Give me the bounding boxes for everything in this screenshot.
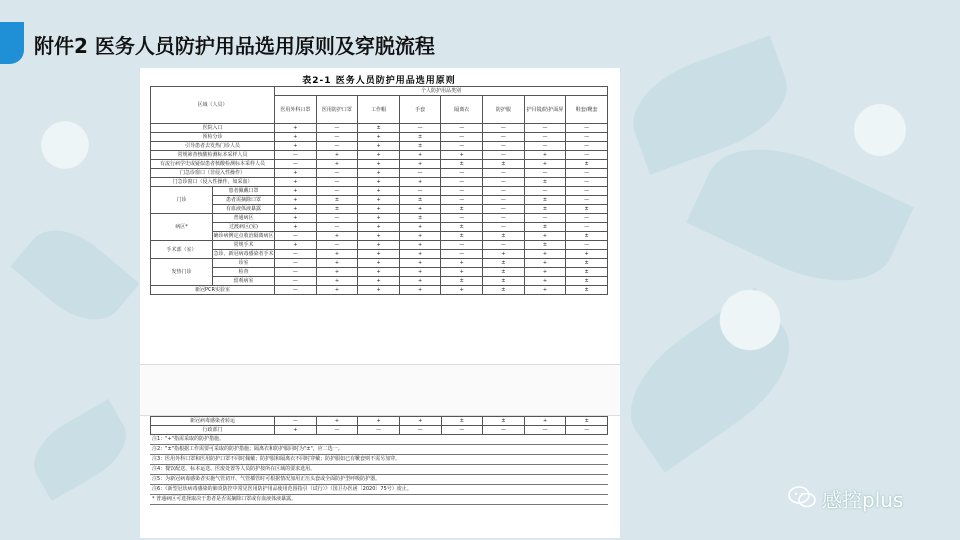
value-cell: — [316,426,358,435]
value-cell: + [275,196,317,205]
value-cell: — [275,250,317,259]
slide-header [0,22,960,64]
value-cell: ± [483,259,525,268]
value-cell: + [358,268,400,277]
document-image [140,68,620,538]
value-cell: + [358,286,400,295]
value-cell: + [358,277,400,286]
value-cell: ± [566,160,608,169]
value-cell: + [316,277,358,286]
value-cell: — [275,417,317,426]
value-cell: — [441,169,483,178]
column-header: 防护服 [483,96,525,124]
table-row [151,160,608,169]
value-cell: — [275,259,317,268]
value-cell: — [524,214,566,223]
value-cell: — [483,169,525,178]
column-header: 医用防护口罩 [316,96,358,124]
value-cell: + [399,232,441,241]
table-row [151,124,608,133]
value-cell: — [358,426,400,435]
area-header: 区域（人员） [151,87,275,124]
table-row [151,286,608,295]
group-header: 个人防护用品类别 [275,87,608,96]
value-cell: — [316,178,358,187]
watermark-label: 感控plus [822,488,904,512]
slide-title: 附件2 医务人员防护用品选用原则及穿脱流程 [34,34,435,58]
note-line: * 普通病区可选择取决于患者是否需摘除口罩或有血液体液暴露。 [150,495,608,505]
value-cell: + [316,232,358,241]
value-cell: + [275,142,317,151]
value-cell: + [524,250,566,259]
value-cell: ± [316,205,358,214]
value-cell: ± [399,214,441,223]
value-cell: — [566,124,608,133]
area-cell: 预检分诊 [151,133,275,142]
value-cell: — [275,268,317,277]
value-cell: + [358,259,400,268]
value-cell: + [275,426,317,435]
value-cell: + [358,142,400,151]
value-cell: — [316,223,358,232]
value-cell: ± [566,259,608,268]
value-cell: + [399,277,441,286]
note-line: 注5：为新冠病毒感染者实施气管切开、气管插管时可根据情况加用正压头套或全面防护型呼吸防护器。 [150,475,608,485]
value-cell: + [275,133,317,142]
value-cell: — [566,142,608,151]
value-cell: ± [441,417,483,426]
value-cell: ± [483,417,525,426]
value-cell: + [316,151,358,160]
value-cell: + [316,160,358,169]
value-cell: + [358,196,400,205]
table-row [151,178,608,187]
value-cell: ± [566,417,608,426]
sub-area-cell: 急诊、新冠病毒感染者手术 [213,251,274,257]
value-cell: + [441,268,483,277]
value-cell: — [441,133,483,142]
value-cell: ± [441,277,483,286]
area-cell: 门急诊窗口（侵入性操作，如采血） [151,178,275,187]
table-row [151,223,608,232]
table-row [151,268,608,277]
value-cell: + [483,250,525,259]
value-cell: ± [524,196,566,205]
table-row [151,187,608,196]
value-cell: — [316,124,358,133]
value-cell: ± [566,268,608,277]
table-row [151,214,608,223]
area-group-cell: 门诊 [151,187,213,214]
value-cell: — [441,142,483,151]
table-row [151,250,608,259]
value-cell: ± [441,160,483,169]
page-break [140,364,620,416]
accent-bar [0,22,24,64]
area-group-cell: 发热门诊 [151,259,213,286]
value-cell: — [275,286,317,295]
table-row [151,259,608,268]
value-cell: — [316,214,358,223]
column-header: 隔离衣 [441,96,483,124]
value-cell: — [483,178,525,187]
value-cell: — [399,169,441,178]
value-cell: ± [358,124,400,133]
value-cell: + [316,286,358,295]
area-cell: 引导患者去发热门诊人员 [151,142,275,151]
value-cell: ± [441,232,483,241]
column-header: 鞋套/靴套 [566,96,608,124]
value-cell: ± [483,160,525,169]
value-cell: + [566,250,608,259]
value-cell: + [358,214,400,223]
sub-area-cell: 诊室 [213,259,275,268]
value-cell: ± [483,286,525,295]
value-cell: + [275,169,317,178]
wechat-icon [788,486,816,508]
value-cell: — [316,187,358,196]
ppe-table-bottom [150,416,608,536]
sub-area-cell: 有血液体液暴露 [213,205,275,214]
area-cell: 门急诊窗口（非侵入性操作） [151,169,275,178]
value-cell: + [358,205,400,214]
value-cell: — [566,241,608,250]
table-row [151,196,608,205]
area-group-cell: 手术部（室） [151,241,213,259]
value-cell: ± [566,286,608,295]
value-cell: — [441,214,483,223]
value-cell: ± [566,232,608,241]
value-cell: — [275,277,317,286]
value-cell: + [524,151,566,160]
value-cell: — [316,142,358,151]
note-line: 注1："+"指需采取的防护措施。 [150,435,608,445]
value-cell: — [483,133,525,142]
table-row [151,241,608,250]
value-cell: ± [524,178,566,187]
value-cell: ± [399,196,441,205]
value-cell: — [483,151,525,160]
value-cell: ± [524,205,566,214]
value-cell: — [441,196,483,205]
value-cell: — [566,223,608,232]
table-row [151,169,608,178]
sub-area-cell: 留观病室 [213,277,275,286]
area-cell: 医院入口 [151,124,275,133]
value-cell: + [275,124,317,133]
note-line: 注3：医用外科口罩和医用防护口罩不同时佩戴；防护服和隔离衣不同时穿戴；防护服如已有靴套则不需另加穿。 [150,455,608,465]
value-cell: — [483,205,525,214]
value-cell: — [316,133,358,142]
value-cell: + [358,151,400,160]
column-header: 医用外科口罩 [275,96,317,124]
value-cell: — [441,187,483,196]
sub-area-cell: 过渡病区(室) [213,223,275,232]
note-line: 注4：餐饮配送、标本运送、医废处置等人员防护按所在区域的要求选用。 [150,465,608,475]
value-cell: — [524,169,566,178]
value-cell: — [483,196,525,205]
value-cell: — [483,187,525,196]
value-cell: + [441,151,483,160]
value-cell: + [358,417,400,426]
table-row [151,277,608,286]
value-cell: + [399,268,441,277]
value-cell: + [524,259,566,268]
value-cell: + [399,241,441,250]
value-cell: + [275,214,317,223]
value-cell: — [566,133,608,142]
table-row [151,205,608,214]
value-cell: — [399,426,441,435]
value-cell: — [441,250,483,259]
value-cell: + [524,268,566,277]
sub-area-cell: 确诊病例定点收治隔离病区 [213,233,274,239]
value-cell: + [524,232,566,241]
value-cell: ± [566,277,608,286]
value-cell: — [566,426,608,435]
ppe-table-continued [150,416,608,435]
area-group-cell: 病区* [151,214,213,241]
value-cell: ± [399,133,441,142]
value-cell: + [358,250,400,259]
value-cell: + [316,268,358,277]
value-cell: — [566,196,608,205]
sub-area-cell: 患者需摘除口罩 [213,196,275,205]
value-cell: ± [524,223,566,232]
value-cell: — [399,187,441,196]
value-cell: + [524,277,566,286]
area-cell: 常规筛查核酸检测标本采样人员 [151,151,275,160]
table-row [151,417,608,426]
value-cell: — [524,187,566,196]
value-cell: + [524,160,566,169]
value-cell: ± [441,223,483,232]
value-cell: + [399,223,441,232]
value-cell: — [483,223,525,232]
value-cell: — [441,426,483,435]
value-cell: + [524,417,566,426]
value-cell: — [441,124,483,133]
sub-area-cell: 常规手术 [213,241,275,250]
value-cell: — [316,169,358,178]
sub-area-cell: 检查 [213,268,275,277]
value-cell: — [483,214,525,223]
value-cell: — [524,426,566,435]
value-cell: ± [483,232,525,241]
value-cell: — [275,151,317,160]
value-cell: ± [483,277,525,286]
value-cell: ± [483,268,525,277]
area-cell: 行政部门 [151,426,275,435]
value-cell: + [275,241,317,250]
value-cell: + [358,169,400,178]
value-cell: — [399,124,441,133]
value-cell: — [275,160,317,169]
note-line: 注6：《新型冠状病毒感染的肺炎防控中常见医用防护用品使用范围指引（试行）》（国卫办医函〔2020〕75号）废止。 [150,485,608,495]
value-cell: ± [566,205,608,214]
value-cell: + [358,241,400,250]
sub-area-cell: 患者佩戴口罩 [213,187,275,196]
table-row [151,151,608,160]
value-cell: + [358,232,400,241]
column-header: 护目镜/防护面屏 [524,96,566,124]
column-header: 工作帽 [358,96,400,124]
value-cell: ± [441,205,483,214]
value-cell: + [275,178,317,187]
table-row [151,133,608,142]
table-row [151,426,608,435]
table-notes [150,435,608,505]
column-header: 手套 [399,96,441,124]
value-cell: + [399,286,441,295]
value-cell: + [399,151,441,160]
value-cell: + [399,417,441,426]
value-cell: — [524,124,566,133]
value-cell: + [399,160,441,169]
value-cell: — [566,178,608,187]
value-cell: + [441,259,483,268]
value-cell: — [441,178,483,187]
value-cell: + [524,286,566,295]
value-cell: + [358,160,400,169]
value-cell: — [524,142,566,151]
value-cell: — [483,142,525,151]
value-cell: — [566,169,608,178]
value-cell: + [316,417,358,426]
value-cell: + [275,187,317,196]
value-cell: ± [524,241,566,250]
value-cell: + [358,178,400,187]
value-cell: — [566,187,608,196]
value-cell: + [399,178,441,187]
value-cell: — [483,426,525,435]
value-cell: — [483,241,525,250]
value-cell: + [358,223,400,232]
table-row [151,232,608,241]
value-cell: + [399,250,441,259]
value-cell: — [275,232,317,241]
table-caption: 表2-1 医务人员防护用品选用原则 [302,76,456,86]
value-cell: + [275,223,317,232]
value-cell: + [275,205,317,214]
ppe-selection-table [150,86,608,295]
ppe-table-top [150,70,608,360]
value-cell: — [483,124,525,133]
value-cell: ± [316,196,358,205]
value-cell: + [399,205,441,214]
value-cell: + [358,187,400,196]
value-cell: — [441,241,483,250]
value-cell: + [316,259,358,268]
note-line: 注2："±"指根据工作需要可采取的防护措施；隔离衣和防护服同时为"±"，应二选一。 [150,445,608,455]
area-cell: 新冠PCR实验室 [151,286,275,295]
value-cell: ± [399,142,441,151]
area-cell: 有流行病学史或疑似患者核酸检测标本采样人员 [151,160,275,169]
value-cell: + [316,250,358,259]
value-cell: — [566,214,608,223]
value-cell: + [441,286,483,295]
value-cell: + [358,133,400,142]
value-cell: — [316,241,358,250]
area-cell: 新冠病毒感染者转运 [151,417,275,426]
value-cell: + [399,259,441,268]
value-cell: — [566,151,608,160]
table-row [151,142,608,151]
value-cell: — [524,133,566,142]
sub-area-cell: 普通病区 [213,214,275,223]
